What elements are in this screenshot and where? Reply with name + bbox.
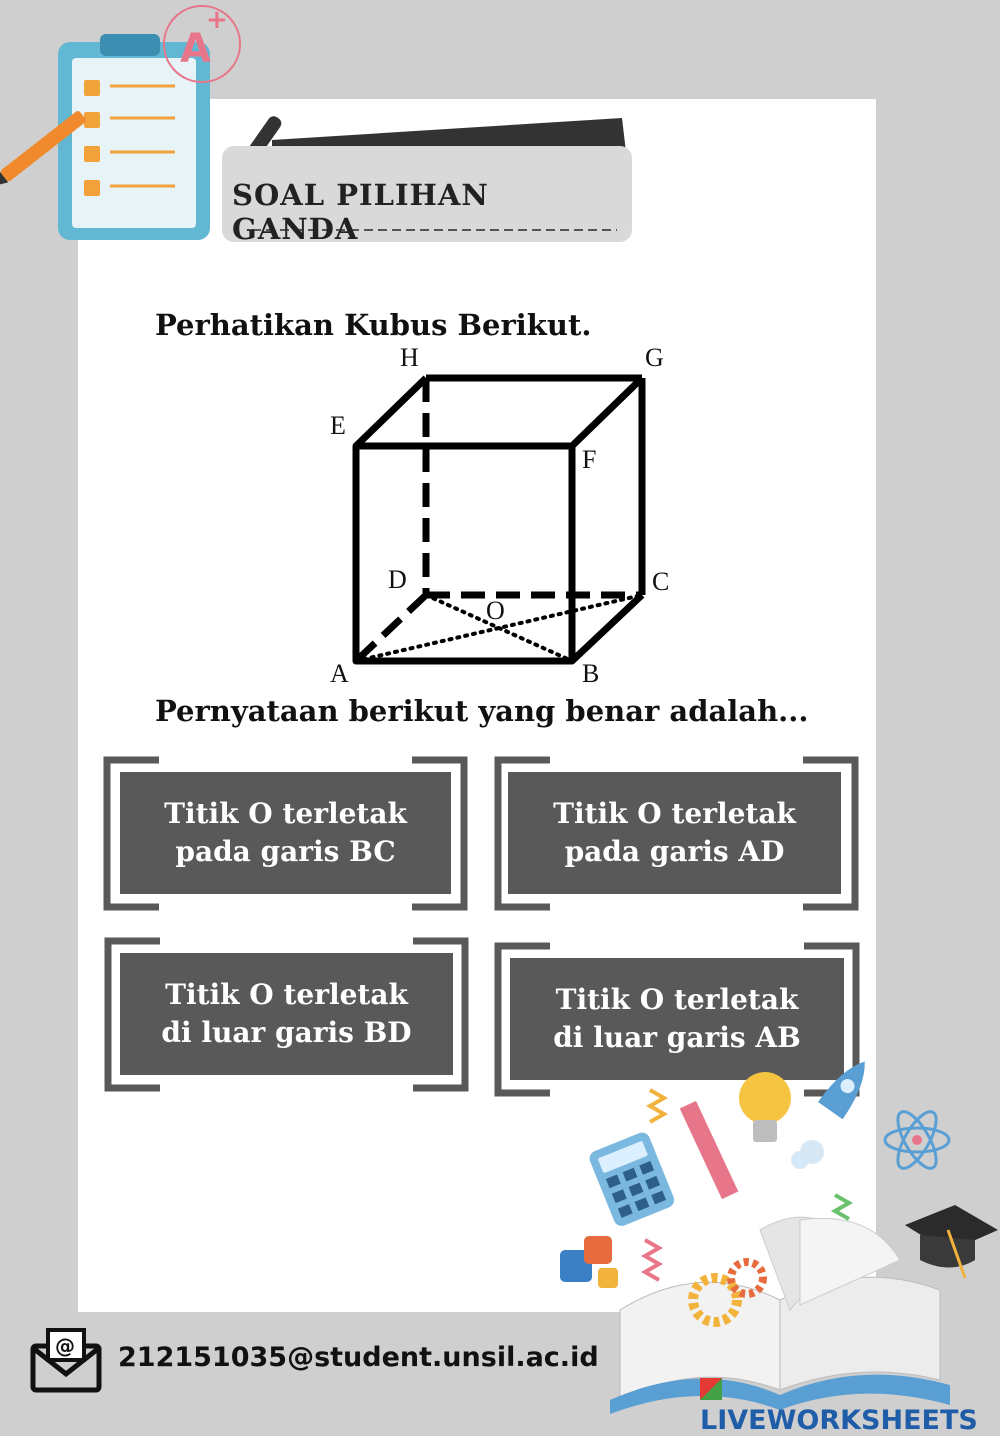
clipboard-icon — [0, 0, 250, 250]
ruler-icon — [680, 1101, 739, 1199]
brand-watermark — [700, 1374, 1000, 1436]
option-2-box — [508, 772, 841, 894]
label-C: C — [652, 567, 670, 596]
svg-text:A: A — [180, 26, 211, 72]
option-2-line1: Titik O terletak — [553, 797, 796, 830]
option-4-line2: di luar garis AB — [553, 1021, 801, 1054]
label-F: F — [582, 445, 597, 474]
label-E: E — [330, 411, 346, 440]
graduation-cap-icon — [905, 1205, 998, 1278]
question-text: Pernyataan berikut yang benar adalah... — [155, 694, 809, 728]
option-1-line2: pada garis BC — [175, 835, 396, 868]
brand-text: LIVEWORKSHEETS — [700, 1405, 978, 1436]
option-2-line2: pada garis AD — [564, 835, 785, 868]
option-4-line1: Titik O terletak — [555, 983, 799, 1016]
svg-text:@: @ — [55, 1334, 75, 1358]
instruction-text: Perhatikan Kubus Berikut. — [155, 308, 592, 342]
label-D: D — [388, 565, 407, 594]
calculator-icon — [587, 1130, 676, 1228]
option-3-line1: Titik O terletak — [165, 978, 408, 1011]
label-O: O — [486, 596, 505, 625]
option-1-box — [120, 772, 451, 894]
rocket-icon — [818, 1060, 877, 1119]
option-1-line1: Titik O terletak — [164, 797, 407, 830]
option-2[interactable] — [494, 756, 859, 911]
email-icon — [30, 1328, 102, 1394]
edge-EH — [356, 378, 426, 446]
label-H: H — [400, 343, 419, 372]
option-3-line2: di luar garis BD — [161, 1016, 412, 1049]
atom-icon — [885, 1106, 949, 1173]
education-illustration — [550, 1060, 1000, 1414]
lightbulb-icon — [739, 1072, 791, 1142]
option-3[interactable] — [104, 937, 469, 1092]
page-title: SOAL PILIHAN GANDA — [232, 178, 489, 246]
option-3-box — [120, 953, 453, 1075]
edge-GF — [572, 378, 642, 446]
label-A: A — [330, 659, 349, 688]
label-G: G — [645, 343, 664, 372]
svg-text:+: + — [206, 5, 228, 35]
contact-email[interactable]: 212151035@student.unsil.ac.id — [118, 1342, 599, 1373]
liveworksheets-logo-icon — [700, 1378, 722, 1400]
cube-diagram — [300, 338, 720, 688]
option-1[interactable] — [103, 756, 468, 911]
edge-DA — [356, 595, 426, 661]
label-B: B — [582, 659, 600, 688]
